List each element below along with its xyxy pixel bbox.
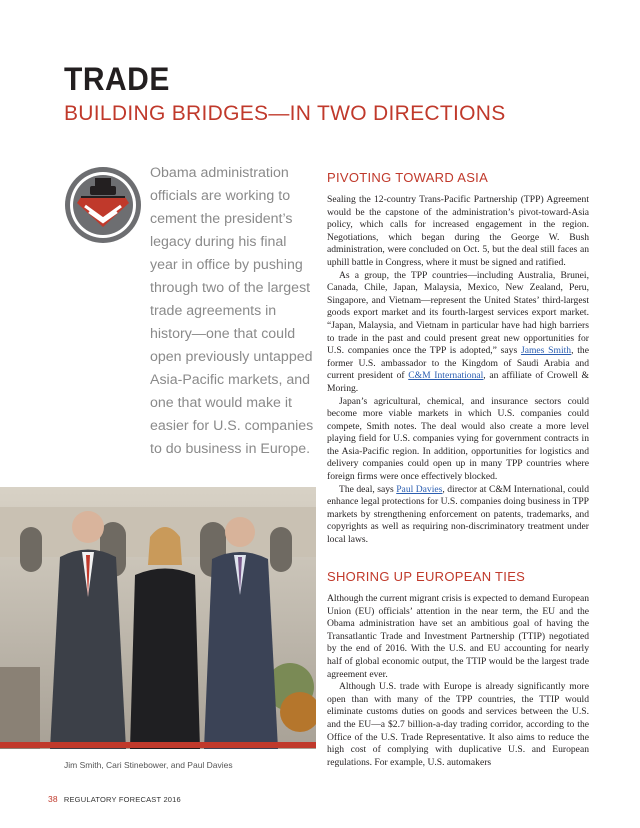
- text-span: , the former U.S. ambassador to the Kingdom of Saudi Arabia and current president of: [327, 345, 589, 382]
- page-footer: [48, 794, 181, 804]
- photo-accent-bar: [0, 742, 316, 748]
- paragraph: Sealing the 12-country Trans-Pacific Partnership (TPP) Agreement would be the capstone of the administration’s pivot-toward-Asia policy, which calls for increased engagement in the region. Negotiations, which began during the George W. Bush administration, were concluded on Oct. 5, but the deal still faces an uphill battle in Congress, where it must be signed and ratified.: [327, 194, 589, 268]
- section-body-asia: [327, 194, 589, 547]
- page-subtitle: BUILDING BRIDGES—IN TWO DIRECTIONS: [64, 102, 506, 125]
- group-photo: [0, 487, 316, 749]
- paragraph: Although U.S. trade with Europe is already significantly more open than with many of the TPP countries, the TTIP would eliminate customs duties on goods and services between the U.S. and the EU—a $2.7 billion-a-day trading corridor, according to the Office of the U.S. Trade Representative. It also aims to reduce the high cost of complying with duplicative U.S. and European regulations. For example, U.S. automakers: [327, 681, 589, 768]
- text-span: The deal, says: [339, 483, 397, 495]
- pull-quote: Obama administration officials are working to cement the president’s legacy during his final year in office by pushing through two of the largest trade agreements in history—one that could open previously untapped Asia-Pacific markets, and one that would make it easier for U.S. companies to do business in Europe.: [150, 165, 314, 457]
- text-span: As a group, the TPP countries—including Australia, Brunei, Canada, Chile, Japan, Malaysia, Mexico, New Zealand, Peru, Singapore, and Vietnam—represent the United States’ third-largest goods export market and its fourth-largest services export market. “Japan, Malaysia, and Vietnam in particular have had high barriers to trade in the past and could present great new opportunities for U.S. companies once the TPP is adopted,” says: [327, 269, 589, 357]
- publication-name: REGULATORY FORECAST 2016: [63, 795, 181, 804]
- page-number: 38: [48, 794, 58, 804]
- text-span: , director at C&M International, could enhance legal protections for U.S. companies doing business in TPP markets by strengthening enforcement on patents, trademarks, and copyrights as well as requiring non-discriminatory treatment under local laws.: [327, 483, 589, 546]
- paragraph: [327, 270, 589, 396]
- section-heading-asia: PIVOTING TOWARD ASIA: [327, 170, 489, 185]
- section-heading-europe: SHORING UP EUROPEAN TIES: [327, 569, 526, 584]
- text-span: , an affiliate of Crowell & Moring.: [327, 370, 589, 394]
- paragraph: Although the current migrant crisis is expected to demand European Union (EU) officials’ attention in the near term, the EU and the Obama administration have set an ambitious goal of having the Transatlantic Trade and Investment Partnership (TTIP) negotiated by the end of 2016. With the U.S. and EU accounting for nearly half of global economic output, the TTIP would be the largest trade agreement ever.: [327, 593, 589, 680]
- photo-caption: Jim Smith, Cari Stinebower, and Paul Davies: [64, 760, 233, 770]
- link-paul-davies[interactable]: Paul Davies: [396, 483, 443, 495]
- section-body-europe: [327, 593, 589, 769]
- link-cm-international[interactable]: C&M International: [408, 370, 484, 382]
- page-title: TRADE: [64, 62, 170, 98]
- paragraph: Japan’s agricultural, chemical, and insurance sectors could become more viable markets in which U.S. companies could compete, Smith notes. The deal would also create a more level playing field for U.S. companies vying for government contracts in the Asia-Pacific region. In addition, opportunities for logistics and delivery companies could open up in many TPP countries where foreign firms were once effectively blocked.: [327, 395, 589, 483]
- link-james-smith[interactable]: James Smith: [520, 345, 572, 357]
- paragraph: [327, 484, 589, 547]
- ship-bow-icon: [63, 165, 143, 245]
